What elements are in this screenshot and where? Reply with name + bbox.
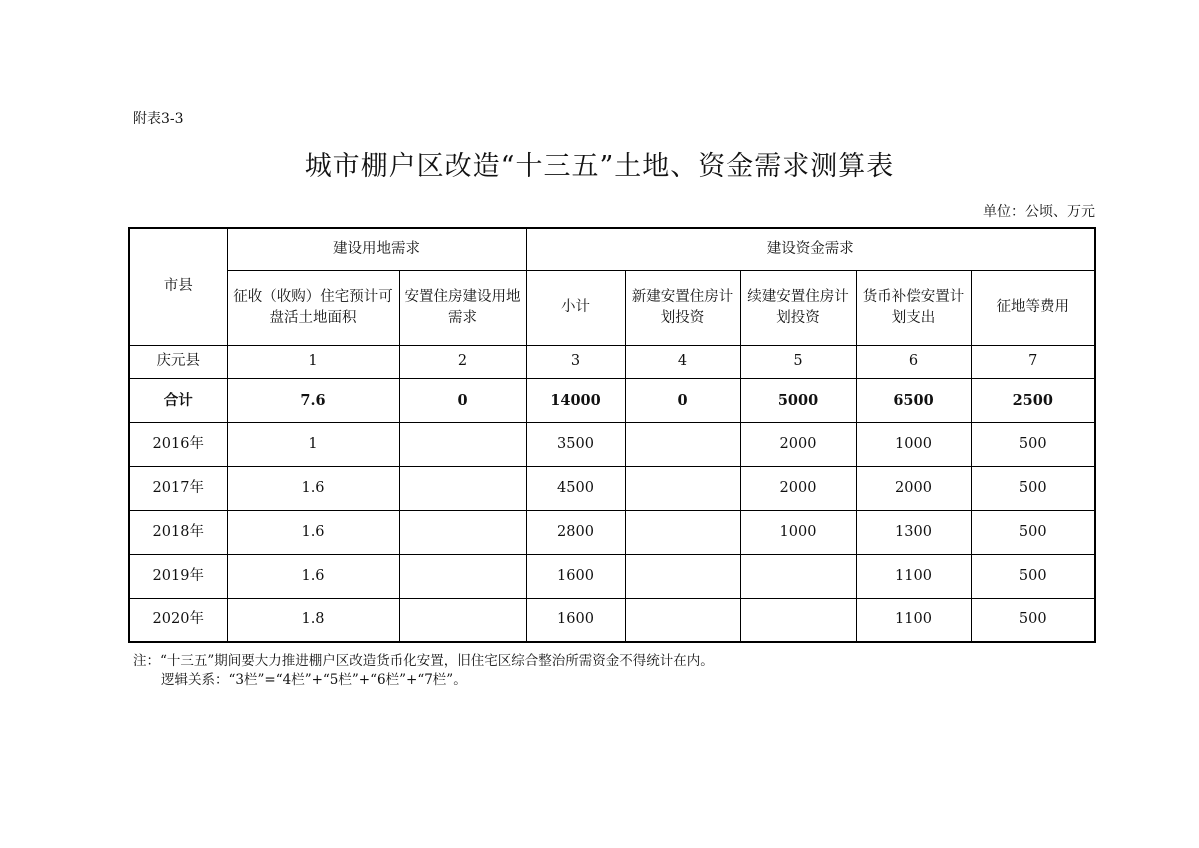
header-fund-group: 建设资金需求	[526, 228, 1095, 270]
cell	[399, 466, 526, 510]
cell: 7.6	[227, 378, 399, 422]
cell	[740, 598, 856, 642]
table-row	[129, 554, 1095, 598]
header-land-group: 建设用地需求	[227, 228, 526, 270]
cell: 1.6	[227, 554, 399, 598]
row-label: 2020年	[129, 598, 227, 642]
cell	[625, 554, 740, 598]
cell: 1	[227, 422, 399, 466]
header-col6: 货币补偿安置计划支出	[856, 270, 971, 345]
data-table	[128, 227, 1096, 643]
cell: 1600	[526, 554, 625, 598]
cell: 2000	[856, 466, 971, 510]
attachment-label: 附表3-3	[133, 111, 184, 127]
notes	[133, 652, 714, 690]
cell	[625, 422, 740, 466]
cell: 500	[971, 422, 1095, 466]
cell: 1100	[856, 598, 971, 642]
cell: 7	[971, 345, 1095, 378]
cell	[399, 554, 526, 598]
cell: 6	[856, 345, 971, 378]
cell: 3500	[526, 422, 625, 466]
table-row	[129, 345, 1095, 378]
table-row	[129, 422, 1095, 466]
cell: 1000	[856, 422, 971, 466]
cell: 14000	[526, 378, 625, 422]
cell	[740, 554, 856, 598]
unit-label: 单位：公顷、万元	[983, 204, 1095, 220]
cell: 2800	[526, 510, 625, 554]
table-row-total	[129, 378, 1095, 422]
cell: 1100	[856, 554, 971, 598]
cell: 500	[971, 466, 1095, 510]
header-col1: 征收（收购）住宅预计可盘活土地面积	[227, 270, 399, 345]
cell: 6500	[856, 378, 971, 422]
cell: 2	[399, 345, 526, 378]
cell	[625, 466, 740, 510]
header-col4: 新建安置住房计划投资	[625, 270, 740, 345]
table-row	[129, 598, 1095, 642]
row-label: 2017年	[129, 466, 227, 510]
cell: 1300	[856, 510, 971, 554]
cell: 2000	[740, 466, 856, 510]
header-col5: 续建安置住房计划投资	[740, 270, 856, 345]
cell	[625, 598, 740, 642]
row-label: 2018年	[129, 510, 227, 554]
cell: 5000	[740, 378, 856, 422]
note-line-2: 逻辑关系：“3栏”=“4栏”+“5栏”+“6栏”+“7栏”。	[161, 672, 467, 688]
cell: 3	[526, 345, 625, 378]
cell	[625, 510, 740, 554]
cell: 1000	[740, 510, 856, 554]
row-label: 合计	[129, 378, 227, 422]
table-row	[129, 510, 1095, 554]
cell	[399, 598, 526, 642]
cell: 2000	[740, 422, 856, 466]
row-label: 2019年	[129, 554, 227, 598]
cell: 4500	[526, 466, 625, 510]
header-col7: 征地等费用	[971, 270, 1095, 345]
cell	[399, 422, 526, 466]
row-label: 2016年	[129, 422, 227, 466]
cell: 0	[625, 378, 740, 422]
cell: 1	[227, 345, 399, 378]
cell: 1.6	[227, 510, 399, 554]
note-line-1: 注：“十三五”期间要大力推进棚户区改造货币化安置，旧住宅区综合整治所需资金不得统计在内。	[133, 653, 714, 669]
header-col2: 安置住房建设用地需求	[399, 270, 526, 345]
row-label: 庆元县	[129, 345, 227, 378]
table-row	[129, 466, 1095, 510]
cell: 500	[971, 598, 1095, 642]
document-title: 城市棚户区改造“十三五”土地、资金需求测算表	[304, 151, 895, 182]
cell: 2500	[971, 378, 1095, 422]
cell: 1.8	[227, 598, 399, 642]
cell: 0	[399, 378, 526, 422]
cell: 1.6	[227, 466, 399, 510]
header-col3: 小计	[526, 270, 625, 345]
cell: 1600	[526, 598, 625, 642]
cell: 5	[740, 345, 856, 378]
cell	[399, 510, 526, 554]
cell: 500	[971, 510, 1095, 554]
cell: 500	[971, 554, 1095, 598]
header-city-county: 市县	[129, 228, 227, 345]
cell: 4	[625, 345, 740, 378]
